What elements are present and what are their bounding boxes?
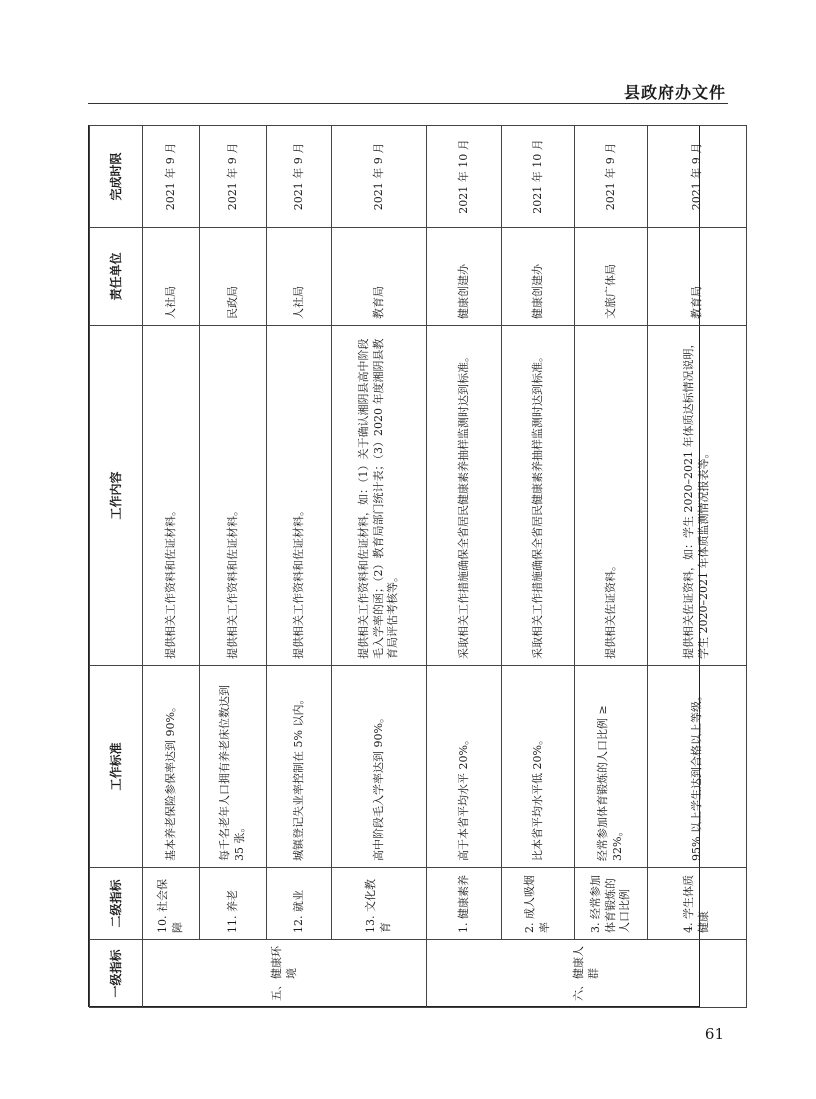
secondary-indicator-cell: 13. 文化教育 [332,868,427,940]
column-header: 责任单位 [90,228,143,326]
deadline-cell: 2021 年 9 月 [648,126,747,228]
column-header: 一级指标 [90,940,143,1008]
unit-cell: 健康创建办 [427,228,502,326]
deadline-cell: 2021 年 9 月 [332,126,427,228]
secondary-indicator-cell: 10. 社会保障 [143,868,200,940]
secondary-indicator-cell: 12. 就业 [267,868,332,940]
table-row [502,126,575,1008]
deadline-cell: 2021 年 10 月 [502,126,575,228]
column-header: 完成时限 [90,126,143,228]
secondary-indicator-cell: 4. 学生体质健康 [648,868,747,940]
header-title: 县政府办文件 [623,83,726,102]
table-header-row [90,126,143,1008]
standard-cell: 每千名老年人口拥有养老床位数达到 35 张。 [200,666,267,868]
unit-cell: 人社局 [143,228,200,326]
secondary-indicator-cell: 11. 养老 [200,868,267,940]
indicator-table-frame [88,125,710,1007]
content-cell: 提供相关工作资料和佐证材料。 [200,326,267,666]
column-header: 工作内容 [90,326,143,666]
deadline-cell: 2021 年 9 月 [200,126,267,228]
unit-cell: 教育局 [332,228,427,326]
content-cell: 提供相关工作资料和佐证材料，如：（1）关于确认湘阴县高中阶段毛入学率的函；（2）教育局部门统计表；（3）2020 年度湘阴县教育局评估考核等。 [332,326,427,666]
primary-indicator-cell: 五、健康环境 [143,940,427,1008]
content-cell: 采取相关工作措施确保全省居民健康素养抽样监测时达到标准。 [427,326,502,666]
column-header: 二级指标 [90,868,143,940]
page-number: 61 [704,1025,724,1043]
table-row [267,126,332,1008]
unit-cell: 教育局 [648,228,747,326]
secondary-indicator-cell: 3. 经常参加体育锻炼的人口比例 [575,868,648,940]
header-divider [88,103,728,104]
content-cell: 提供相关佐证资料。 [575,326,648,666]
table-row [648,126,747,1008]
column-header: 工作标准 [90,666,143,868]
secondary-indicator-cell: 1. 健康素养 [427,868,502,940]
deadline-cell: 2021 年 9 月 [575,126,648,228]
content-cell: 提供相关佐证资料，如：学生 2020–2021 年体质达标情况说明，学生 2020–2021 年体质监测情况报表等。 [648,326,747,666]
content-cell: 提供相关工作资料和佐证材料。 [267,326,332,666]
deadline-cell: 2021 年 9 月 [267,126,332,228]
standard-cell: 95% 以上学生达到合格以上等级。 [648,666,747,868]
table-row [200,126,267,1008]
standard-cell: 高于本省平均水平 20%。 [427,666,502,868]
table-row [143,126,200,1008]
content-cell: 采取相关工作措施确保全省居民健康素养抽样监测时达到标准。 [502,326,575,666]
deadline-cell: 2021 年 9 月 [143,126,200,228]
primary-indicator-cell: 六、健康人群 [427,940,747,1008]
content-cell: 提供相关工作资料和佐证材料。 [143,326,200,666]
standard-cell: 城镇登记失业率控制在 5% 以内。 [267,666,332,868]
table-row [427,126,502,1008]
standard-cell: 高中阶段毛入学率达到 90%。 [332,666,427,868]
unit-cell: 健康创建办 [502,228,575,326]
unit-cell: 民政局 [200,228,267,326]
deadline-cell: 2021 年 10 月 [427,126,502,228]
indicator-table [89,125,747,1008]
unit-cell: 人社局 [267,228,332,326]
standard-cell: 比本省平均水平低 20%。 [502,666,575,868]
secondary-indicator-cell: 2. 成人吸烟率 [502,868,575,940]
table-row [332,126,427,1008]
standard-cell: 经常参加体育锻炼的人口比例 ≥ 32%。 [575,666,648,868]
standard-cell: 基本养老保险参保率达到 90%。 [143,666,200,868]
table-row [575,126,648,1008]
unit-cell: 文旅广体局 [575,228,648,326]
